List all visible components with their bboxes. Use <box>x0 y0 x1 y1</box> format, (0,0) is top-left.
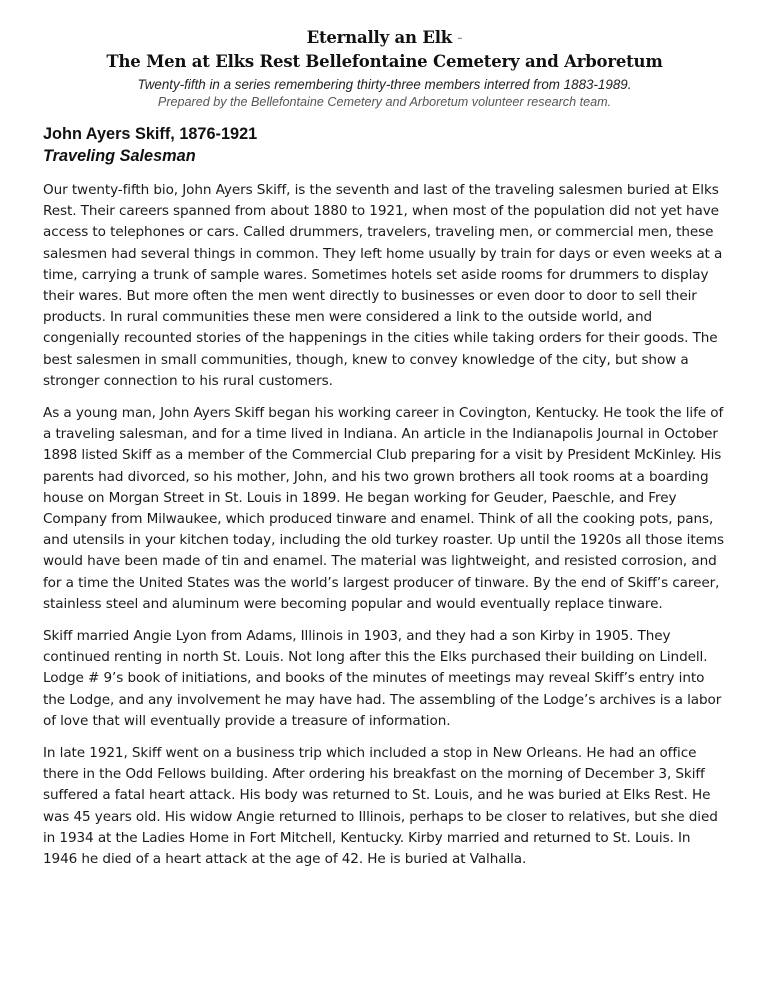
bio-paragraph-4: In late 1921, Skiff went on a business trip which included a stop in New Orleans. He had an office there in the Odd Fellows building. After ordering his breakfast on the morning of December 3, Skiff suffered a fatal heart attack. His body was returned to St. Louis, and he was buried at Elks Rest. He was 45 years old. His widow Angie returned to Illinois, perhaps to be closer to relatives, but she died in 1934 at the Ladies Home in Fort Mitchell, Kentucky. Kirby married and returned to St. Louis. In 1946 he died of a heart attack at the age of 42. He is buried at Valhalla. <box>43 745 718 868</box>
series-title-text: Eternally an Elk <box>306 28 453 47</box>
bio-name-dates: John Ayers Skiff, 1876-1921 <box>43 125 258 143</box>
bio-body <box>43 180 726 870</box>
document-header <box>43 26 726 111</box>
bio-paragraph-2: As a young man, John Ayers Skiff began his working career in Covington, Kentucky. He took the life of a traveling salesman, and for a time lived in Indiana. An article in the Indianapolis Journal in October 1898 listed Skiff as a member of the Commercial Club preparing for a visit by President McKinley. His parents had divorced, so his mother, John, and his two grown brothers all took rooms at a boarding house on Morgan Street in St. Louis in 1899. He began working for Geuder, Paeschle, and Frey Company from Milwaukee, which produced tinware and enamel. Think of all the cooking pots, pans, and utensils in your kitchen today, including the old turkey roaster. Up until the 1920s all those items would have been made of tin and enamel. The material was lightweight, and resisted corrosion, and for a time the United States was the world’s largest producer of tinware. By the end of Skiff’s career, stainless steel and aluminum were becoming popular and would eventually replace tinware. <box>43 405 724 612</box>
series-title-dash: - <box>452 28 463 47</box>
bio-paragraph-1: Our twenty-fifth bio, John Ayers Skiff, is the seventh and last of the traveling salesmen buried at Elks Rest. Their careers spanned from about 1880 to 1921, when most of the population did not yet have access to telephones or cars. Called drummers, travelers, traveling men, or commercial men, these salesmen had several things in common. They left home usually by train for days or even weeks at a time, carrying a trunk of sample wares. Sometimes hotels set aside rooms for drummers to display their wares. But more often the men went directly to businesses or even door to door to sell their products. In rural communities these men were considered a link to the outside world, and congenially recounted stories of the happenings in the cities while taking orders for their goods. The best salesmen in small communities, though, knew to convey knowledge of the city, but show a stronger connection to his rural customers. <box>43 182 723 389</box>
series-subtitle: The Men at Elks Rest Bellefontaine Cemetery and Arboretum <box>106 52 663 71</box>
prepared-by-note: Prepared by the Bellefontaine Cemetery and Arboretum volunteer research team. <box>157 95 612 109</box>
series-note: Twenty-fifth in a series remembering thirty-three members interred from 1883-1989. <box>137 77 632 92</box>
series-title <box>43 26 726 50</box>
bio-paragraph-3: Skiff married Angie Lyon from Adams, Illinois in 1903, and they had a son Kirby in 1905. They continued renting in north St. Louis. Not long after this the Elks purchased their building on Lindell. Lodge # 9’s book of initiations, and books of the minutes of meetings may reveal Skiff’s entry into the Lodge, and any involvement he may have had. The assembling of the Lodge’s archives is a labor of love that will eventually provide a treasure of information. <box>43 628 722 729</box>
bio-occupation: Traveling Salesman <box>43 147 196 165</box>
